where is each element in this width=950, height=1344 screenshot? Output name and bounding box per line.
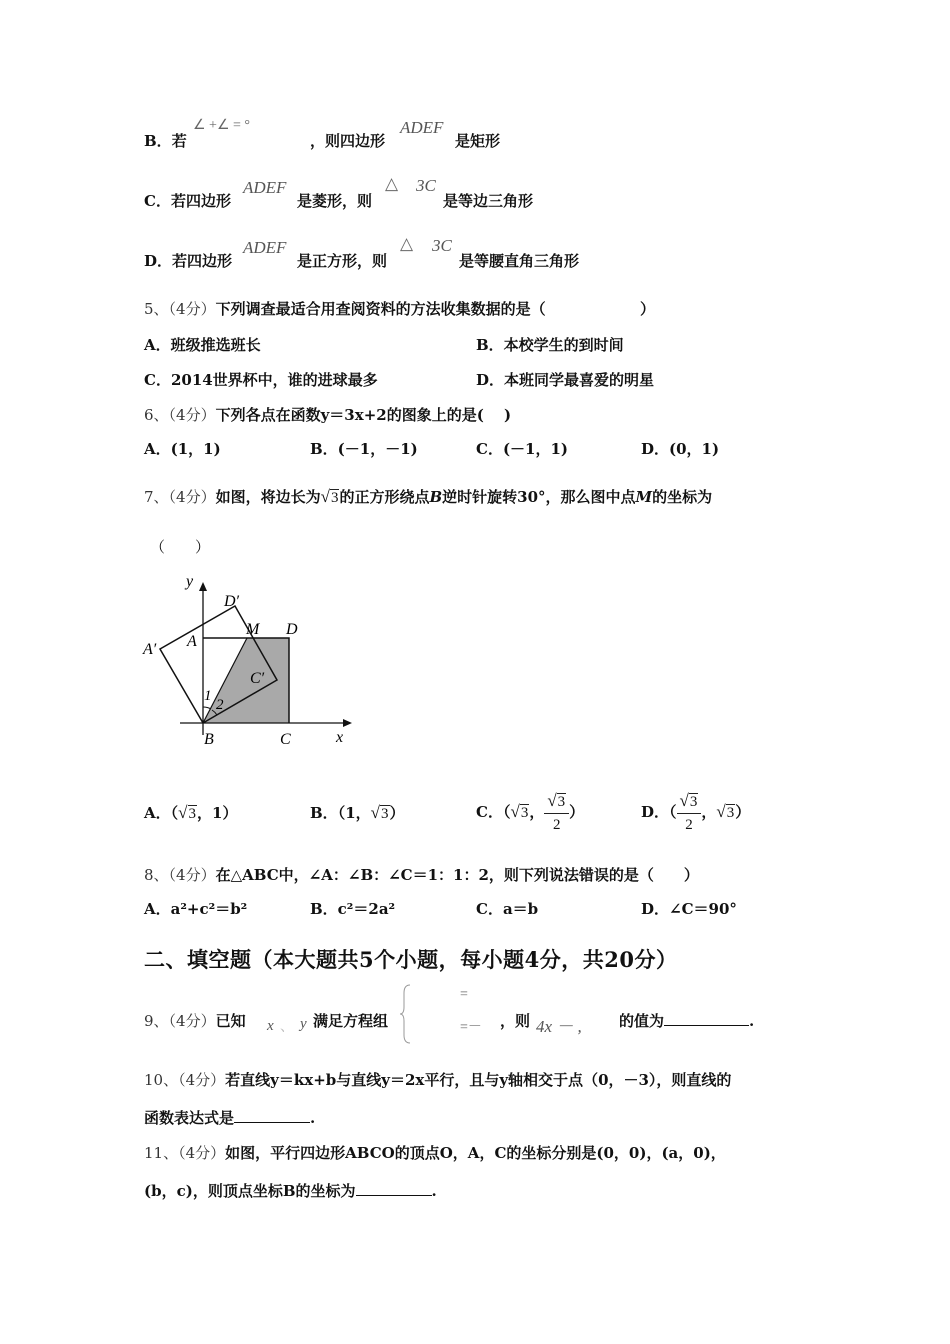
triangle-name-fragment: 3C: [416, 176, 436, 195]
label-m: M: [246, 621, 260, 638]
label-x: x: [336, 729, 344, 746]
q8-option-c: C．a＝b: [476, 900, 539, 918]
variable-separator: 、: [280, 1020, 294, 1035]
q6-option-a: A．(1，1): [144, 440, 221, 458]
q6-option-c: C．(－1，1): [476, 440, 569, 458]
system-brace: [398, 983, 412, 1045]
q8-option-a: A．a²+c²＝b²: [144, 900, 248, 918]
q4-option-c-post: 是等边三角形: [443, 192, 534, 210]
label-d-prime: D′: [224, 593, 240, 610]
q5-option-b: B．本校学生的到时间: [476, 336, 624, 354]
y-axis-arrow: [199, 582, 207, 591]
triangle-symbol: △: [400, 234, 414, 253]
angle-arc-1: [203, 707, 211, 709]
q5-stem: 5、（4分）下列调查最适合用查阅资料的方法收集数据的是（: [144, 300, 546, 318]
triangle-name-fragment: 3C: [432, 236, 452, 255]
triangle-symbol: △: [385, 174, 399, 193]
fraction-sqrt3-over-2: $\frac{√3}{2}$: [544, 790, 569, 836]
label-2: 2: [216, 697, 224, 713]
q5-option-a: A．班级推选班长: [144, 336, 261, 354]
q4-option-c: C．若四边形: [144, 192, 231, 210]
q7-option-b: B．（1，√3）: [310, 802, 405, 825]
angle-sum-fragment: ∠ +∠ = °: [193, 118, 250, 133]
label-b: B: [204, 731, 214, 748]
q5-option-d: D．本班同学最喜爱的明星: [476, 371, 655, 389]
label-c-prime: C′: [250, 670, 265, 687]
q4-option-b-mid: ，则四边形: [310, 132, 386, 150]
q7-answer-paren: （ ）: [150, 538, 211, 556]
q9-stem: 9、（4分）已知: [144, 1012, 246, 1030]
section-heading-fill-in: 二、填空题（本大题共5个小题，每小题4分，共20分）: [144, 947, 678, 972]
q4-option-b-post: 是矩形: [455, 132, 501, 150]
q4-option-c-mid: 是菱形，则: [297, 192, 373, 210]
q6-option-b: B．(－1，－1): [310, 440, 418, 458]
system-eq-2: =－: [460, 1020, 482, 1035]
q10-stem: 10、（4分）若直线y＝kx+b与直线y＝2x平行，且与y轴相交于点（0，－3），则直线的: [144, 1071, 732, 1089]
q10-stem-line2: 函数表达式是 .: [144, 1109, 316, 1127]
shape-adef: ADEF: [400, 118, 444, 137]
variable-x: x: [267, 1018, 274, 1034]
q7-option-a: A．（√3，1）: [144, 802, 237, 825]
q4-option-d-mid: 是正方形，则: [297, 252, 388, 270]
q8-stem: 8、（4分）在△ABC中，∠A：∠B：∠C＝1：1：2，则下列说法错误的是（ ）: [144, 866, 699, 884]
q7-option-c: C．（√3， $\frac{√3}{2}$ ）: [476, 784, 584, 841]
x-axis-arrow: [343, 719, 352, 727]
label-c: C: [280, 731, 291, 748]
label-1: 1: [204, 688, 212, 704]
q5-paren-close: ）: [640, 300, 656, 318]
shape-adef: ADEF: [243, 178, 287, 197]
sqrt-3: √3: [370, 803, 389, 822]
q7-rotated-square-figure: [140, 570, 365, 750]
sqrt-3: √3: [320, 487, 339, 506]
answer-blank[interactable]: [664, 1025, 749, 1026]
variable-y: y: [300, 1016, 307, 1032]
system-eq-1: =: [460, 987, 468, 1002]
label-y: y: [186, 573, 194, 590]
sqrt-3: √3: [510, 802, 529, 821]
q9-then: ，则: [500, 1012, 531, 1030]
label-a-prime: A′: [143, 641, 157, 658]
label-a: A: [187, 633, 197, 650]
q7-stem: 7、（4分）如图，将边长为√3的正方形绕点B逆时针旋转30°，那么图中点M的坐标为: [144, 486, 712, 509]
answer-blank[interactable]: [234, 1122, 310, 1123]
q4-option-b: B．若: [144, 132, 187, 150]
q9-expression: 4x － ,: [536, 1017, 582, 1036]
shape-adef: ADEF: [243, 238, 287, 257]
fraction-sqrt3-over-2: $\frac{√3}{2}$: [677, 790, 702, 836]
answer-blank[interactable]: [356, 1195, 432, 1196]
q4-option-d-post: 是等腰直角三角形: [459, 252, 580, 270]
q4-option-d: D．若四边形: [144, 252, 233, 270]
q11-stem-line2: (b，c)，则顶点坐标B的坐标为 .: [144, 1182, 437, 1200]
q5-option-c: C．2014世界杯中，谁的进球最多: [144, 371, 378, 389]
q11-stem: 11、（4分）如图，平行四边形ABCO的顶点O，A，C的坐标分别是(0，0)，(a，0)，: [144, 1144, 726, 1162]
q8-option-b: B．c²＝2a²: [310, 900, 396, 918]
q7-option-d: D．（ $\frac{√3}{2}$ ，√3）: [641, 784, 750, 841]
q6-stem: 6、（4分）下列各点在函数y＝3x+2的图象上的是( ): [144, 406, 512, 424]
label-d: D: [286, 621, 298, 638]
q6-option-d: D．(0，1): [641, 440, 720, 458]
q8-option-d: D．∠C＝90°: [641, 900, 737, 918]
q9-value-label: 的值为 .: [619, 1012, 755, 1030]
sqrt-3: √3: [716, 802, 735, 821]
q9-stem-mid: 满足方程组: [313, 1012, 389, 1030]
sqrt-3: √3: [178, 803, 196, 822]
